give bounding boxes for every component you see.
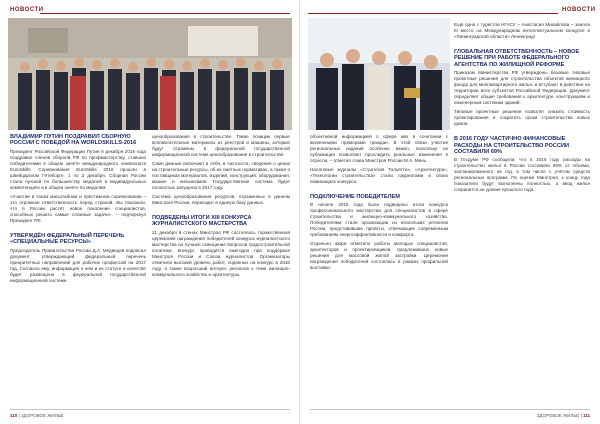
right-section-header: НОВОСТИ — [562, 7, 596, 13]
article-paragraph: Типовые проектные решения позволят снизить стоимость проектирования и сократить сроки строительства новых домов. — [454, 109, 590, 127]
group-photo — [8, 18, 292, 130]
right-page — [300, 0, 600, 424]
article-heading: ГЛОБАЛЬНАЯ ОТВЕТСТВЕННОСТЬ – НОВОЕ РЕШЕНИЕ ПРИ РАБОТЕ ФЕДЕРАЛЬНОГО АГЕНТСТВА ПО ЖИЛИЩНОЙ РЕФОРМЕ — [454, 49, 580, 68]
article-paragraph: «Участие в таком масштабном и престижном соревновании – это огромная ответственность перед страной. Вы показали, что в России растёт новое поколение специалистов, способных решать самые сложные задачи», – подчеркнул Президент РФ. — [10, 193, 146, 223]
left-footer: 110 | ЗДОРОВОЕ ЖИЛЬЁ — [10, 413, 64, 418]
page-number: 110 — [10, 413, 18, 418]
magazine-name: ЗДОРОВОЕ ЖИЛЬЁ — [536, 413, 580, 418]
article-paragraph: Президент Российской Федерации Путин 6 декабря 2016 года поздравил членов сборной РФ по профмастерству, ставших победителями в общем зачёте международного чемпионата EuroSkills. Соревнования EuroSkills 2016 прошли в швейцарском Гётеборге. 1 по 3 декабря. Сборная России стала лучшей по большинству медалей в индивидуальных компетенциях и в общем зачёте по медалям. — [10, 148, 146, 190]
left-footer-rule — [10, 409, 290, 410]
group-photo-illustration — [8, 18, 292, 130]
right-header-rule — [308, 13, 558, 14]
right-footer: ЗДОРОВОЕ ЖИЛЬЁ | 111 — [536, 413, 590, 418]
article-paragraph: Система ценообразования ресурсов, отраженных в данном Минстрое России, переходит в единую базу данных. — [152, 194, 290, 205]
left-column-1 — [10, 134, 146, 398]
article-heading: УТВЕРЖДЁН ФЕДЕРАЛЬНЫЙ ПЕРЕЧЕНЬ «СПЕЦИАЛЬНЫЕ РЕСУРСЫ» — [10, 232, 125, 246]
people-photo — [308, 18, 450, 130]
page-number: 111 — [582, 413, 590, 418]
article-paragraph: ценообразования в строительстве. Такие позиции первые вспомогательные материалы из реестров и машины, которые будут отражены в федеральной государственной информационной системе ценообразования в строительстве. — [152, 134, 290, 157]
article-paragraph: Сами данные включают в себя, в частности, сведения о ценах на строительные ресурсы, об их сметных нормативах, а также о поставщиках материалов, изделий, конструкций, оборудования, машин и механизмов. Государственная система будет полностью запущена в 2017 году. — [152, 161, 290, 190]
left-section-header: НОВОСТИ — [10, 7, 44, 13]
article-paragraph: Отдельно жюри отметило работы молодых специалистов, архитекторов и проектировщиков, предложивших новые решения для массовой жилой застройки. Церемония награждения победителей состоялась в рамках профильной выставки. — [310, 241, 448, 271]
magazine-name: ЗДОРОВОЕ ЖИЛЬЁ — [20, 413, 64, 418]
right-column-4 — [454, 22, 590, 398]
article-paragraph: Приказом Министерства РФ утверждены базовые типовые проектные решения для строительства объектов жилищного фонда для многоквартирного жилья, и вступают в действие на территории всех субъектов Российской Федерации. Документ определяет общие требования к архитектуре, конструкциям и инженерным системам зданий. — [454, 70, 590, 106]
article-paragraph: Налоговые журналы «Стратегия Тольятти», «Архитектура», «Технологии строительства» стали лауреатами в своих номинациях конкурса. — [310, 167, 448, 184]
article-heading: ВЛАДИМИР ПУТИН ПОЗДРАВИЛ СБОРНУЮ РОССИИ С ПОБЕДОЙ НА WORLDSKILLS-2016 — [10, 134, 137, 147]
article-heading: ПОДКЛЮЧЕНИЕ ПОБЕДИТЕЛЕМ — [310, 194, 400, 200]
article-paragraph: Председатель Правительства России Д.А. Медведев подписал документ, утверждающий федеральный перечень приоритетных направлений для рабочих профессий на 2017 год. Согласно ему, информация о нем и их статусе и качестве будет размещена в федеральной государственной информационной системе. — [10, 247, 146, 283]
article-paragraph: 21 декабря в стенах Минстроя РФ состоялась торжественная церемония награждения победителей конкурса журналистского мастерства на лучшее освещение вопросов градостроительной политики. Конкурс проводится ежегодно при поддержке Минстроя России и Союза журналистов. Организаторы отметили высокий уровень работ, поданных на конкурс в 2016 году, а также возросший интерес регионов к теме жилищно-коммунального хозяйства и архитектуры. — [152, 229, 290, 277]
right-footer-rule — [310, 409, 590, 410]
article-paragraph: В Госдуме РФ сообщили, что в 2016 году расходы на строительство жилья в России составили 69% от объёма, запланированного на год, в том числе с учётом средств региональных программ. По оценке Минстроя, к концу года показатели будут выполнены полностью, а ввод жилья сохранится на уровне прошлого года. — [454, 157, 590, 193]
left-column-2 — [152, 134, 290, 398]
left-header-rule — [40, 13, 290, 14]
article-paragraph: В начале 2016 года были подведены итоги конкурса профессионального мастерства для специалистов в сфере строительства и жилищно-коммунального хозяйства. Победителями стали организации из нескольких регионов России, представившие проекты, отвечающие современным требованиям энергоэффективности и комфорта. — [310, 202, 448, 238]
right-column-3 — [310, 134, 448, 398]
people-photo-illustration — [308, 18, 450, 130]
article-heading: ПОДВЕДЕНЫ ИТОГИ XIII КОНКУРСА ЖУРНАЛИСТСКОГО МАСТЕРСТВА — [152, 215, 252, 228]
article-paragraph: объективной информацией о сфере жкх в сочетании с жизненными примерами граждан. В этой связи участие региональных изданий особенно важно, поскольку их публикации позволяют проследить реальные изменения в отрасли, – отметил глава Минстроя России М.А. Мень. — [310, 134, 448, 163]
article-heading: В 2016 ГОДУ ЧАСТИЧНО ФИНАНСОВЫЕ РАСХОДЫ НА СТРОИТЕЛЬСТВО РОССИИ СОСТАВИЛИ 69% — [454, 136, 570, 156]
article-paragraph: Ещё одна с туристов НГАСУ – Анастасия Михайлова – заняла III место на Международном интеллектуальном конкурсе в «Ленинградской области» Ленинград! — [454, 22, 590, 39]
